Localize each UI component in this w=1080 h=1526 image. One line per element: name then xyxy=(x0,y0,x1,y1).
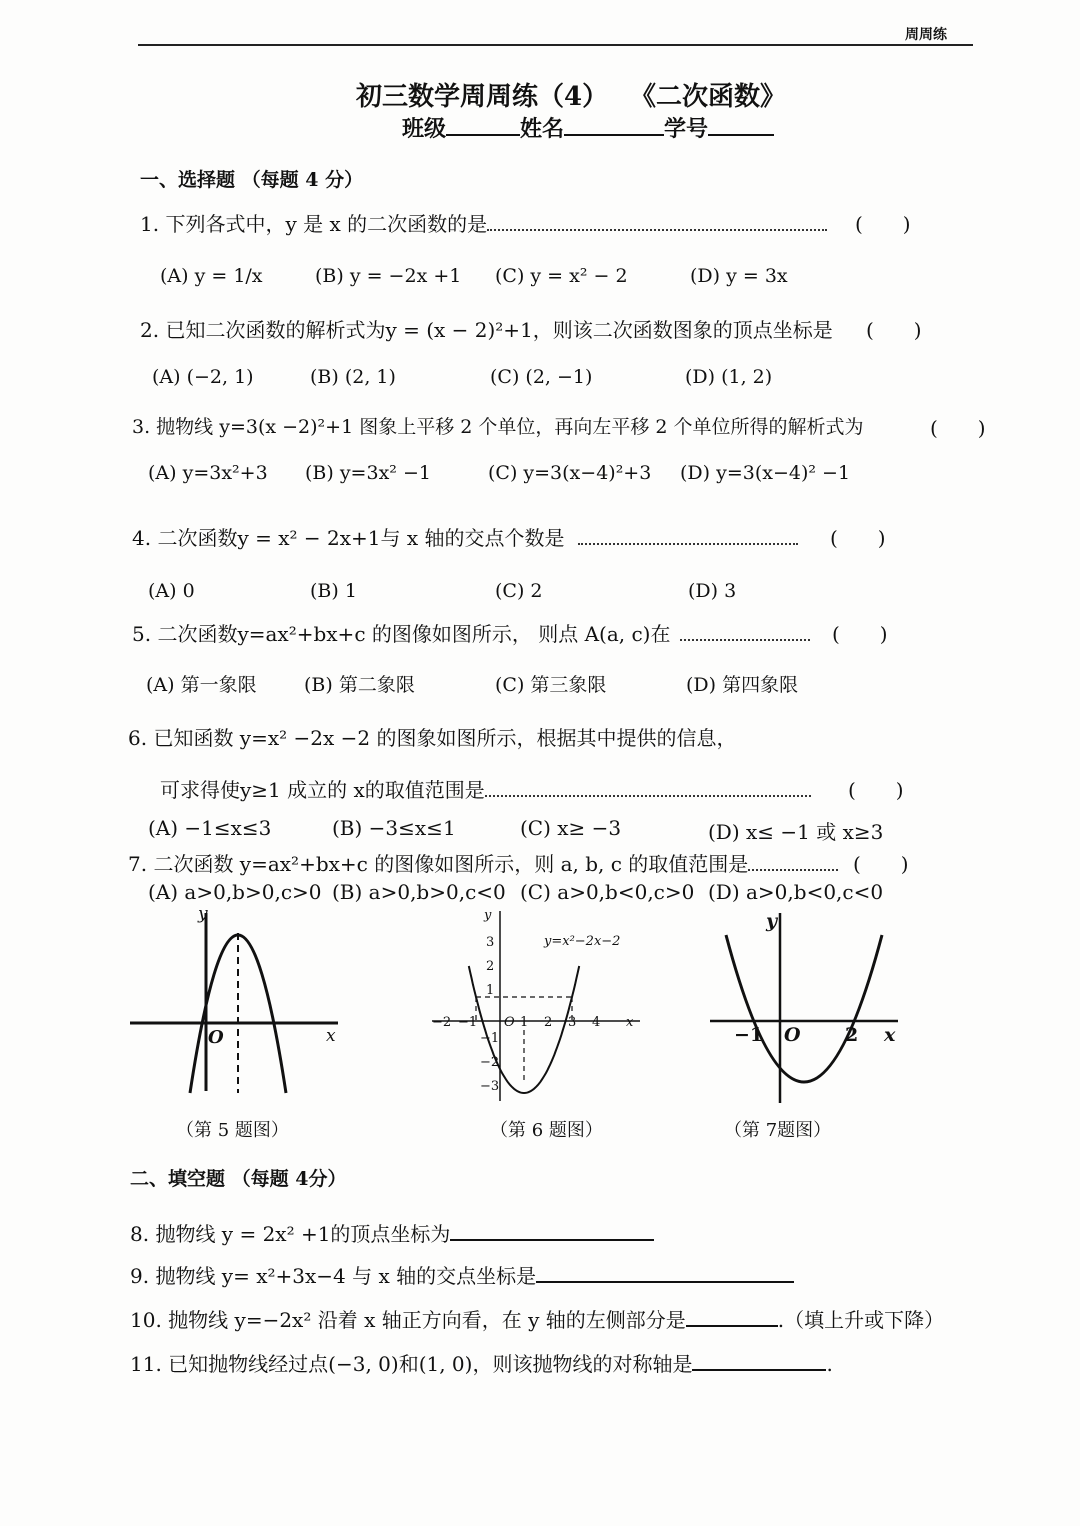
question-5-option-b: (B) 第二象限 xyxy=(304,674,415,696)
info-line xyxy=(402,112,774,143)
question-7-option-b: (B) a>0,b>0,c<0 xyxy=(332,880,506,904)
question-4-stem: 4. 二次函数y = x² − 2x+1与 x 轴的交点个数是 xyxy=(132,526,565,550)
question-5-option-c: (C) 第三象限 xyxy=(495,674,607,696)
question-1-option-c: (C) y = x² − 2 xyxy=(495,265,628,287)
fill-item-10-text: 10. 抛物线 y=−2x² 沿着 x 轴正方向看，在 y 轴的左侧部分是 xyxy=(130,1308,686,1332)
fig6-ytick-m1: −1 xyxy=(480,1031,500,1046)
question-1 xyxy=(140,208,827,237)
question-7-stem: 7. 二次函数 y=ax²+bx+c 的图像如图所示，则 a, b, c 的取值范围是 xyxy=(128,852,749,876)
question-5 xyxy=(132,618,810,647)
fig7-parabola xyxy=(726,935,882,1082)
question-6-stem: 6. 已知函数 y=x² −2x −2 的图象如图所示，根据其中提供的信息， xyxy=(128,726,737,750)
question-1-option-d: (D) y = 3x xyxy=(690,265,788,287)
question-3-answer[interactable]: ( ) xyxy=(930,416,986,440)
page-title: 初三数学周周练（4） xyxy=(356,82,609,112)
fig5-caption: （第 5 题图） xyxy=(176,1120,289,1141)
title-topic: 《二次函数》 xyxy=(630,82,787,112)
class-label: 班级 xyxy=(402,116,447,142)
question-6-stem2: 可求得使y≥1 成立的 x的取值范围是 xyxy=(160,778,485,802)
question-6-option-a: (A) −1≤x≤3 xyxy=(148,816,272,840)
question-4-option-a: (A) 0 xyxy=(148,580,195,602)
section1-heading: 一、选择题 （每题 4 分） xyxy=(140,169,364,191)
fig7-origin-label: O xyxy=(784,1024,801,1046)
question-4-leader xyxy=(578,525,798,545)
fig6-y-label: y xyxy=(484,908,492,923)
fig6-xtick-m1: −1 xyxy=(458,1015,478,1030)
fill-item-9-text: 9. 抛物线 y= x²+3x−4 与 x 轴的交点坐标是 xyxy=(130,1264,537,1288)
name-blank[interactable] xyxy=(564,114,664,136)
question-7-leader xyxy=(748,851,838,871)
fill-item-9-blank[interactable] xyxy=(536,1261,794,1283)
question-6-option-b: (B) −3≤x≤1 xyxy=(332,816,456,840)
question-1-stem: 1. 下列各式中，y 是 x 的二次函数的是 xyxy=(140,212,488,236)
question-3-option-d: (D) y=3(x−4)² −1 xyxy=(680,462,851,484)
question-5-option-a: (A) 第一象限 xyxy=(146,674,257,696)
question-3-option-a: (A) y=3x²+3 xyxy=(148,462,268,484)
question-2-option-a: (A) (−2, 1) xyxy=(152,366,254,388)
fig7-caption: （第 7题图） xyxy=(724,1120,832,1141)
question-4-option-c: (C) 2 xyxy=(495,580,543,602)
question-7 xyxy=(128,848,838,877)
question-7-option-c: (C) a>0,b<0,c>0 xyxy=(520,880,695,904)
question-7-option-d: (D) a>0,b<0,c<0 xyxy=(708,880,884,904)
question-2-stem: 2. 已知二次函数的解析式为y = (x − 2)²+1，则该二次函数图象的顶点坐标是 xyxy=(140,318,833,342)
fig6-ytick-m3: −3 xyxy=(480,1079,500,1094)
fill-item-11-suffix: . xyxy=(826,1352,833,1376)
question-4-option-b: (B) 1 xyxy=(310,580,357,602)
question-1-answer[interactable]: ( ) xyxy=(855,212,911,236)
question-1-leader xyxy=(487,211,827,231)
question-4-answer[interactable]: ( ) xyxy=(830,526,886,550)
fig6-xtick-m2: −2 xyxy=(432,1015,452,1030)
question-6-option-d: (D) x≤ −1 或 x≥3 xyxy=(708,820,884,844)
fig7-root-right: 2 xyxy=(845,1024,859,1046)
fig6-ytick-3: 3 xyxy=(486,935,495,950)
fig6-origin-label: O xyxy=(504,1015,515,1030)
fig6-ytick-1: 1 xyxy=(486,983,495,998)
fig5-y-label: y xyxy=(198,905,208,924)
question-5-stem: 5. 二次函数y=ax²+bx+c 的图像如图所示， 则点 A(a, c)在 xyxy=(132,622,671,646)
header-rule xyxy=(138,44,973,46)
fill-item-8-text: 8. 抛物线 y = 2x² +1的顶点坐标为 xyxy=(130,1222,451,1246)
question-2-option-c: (C) (2, −1) xyxy=(490,366,593,388)
fig6-xtick-2: 2 xyxy=(544,1015,553,1030)
fill-item-10-blank[interactable] xyxy=(686,1305,778,1327)
question-3-option-c: (C) y=3(x−4)²+3 xyxy=(488,462,652,484)
question-5-leader xyxy=(680,621,810,641)
id-label: 学号 xyxy=(664,116,709,142)
question-3-option-b: (B) y=3x² −1 xyxy=(305,462,431,484)
question-6-leader xyxy=(485,777,811,797)
question-5-option-d: (D) 第四象限 xyxy=(686,674,799,696)
question-2-option-b: (B) (2, 1) xyxy=(310,366,396,388)
question-6-option-c: (C) x≥ −3 xyxy=(520,816,622,840)
fig6-xtick-3: 3 xyxy=(568,1015,577,1030)
corner-note: 周周练 xyxy=(905,27,947,43)
fig7-x-label: x xyxy=(884,1024,896,1046)
fig6-xtick-1: 1 xyxy=(520,1015,529,1030)
question-3-stem: 3. 抛物线 y=3(x −2)²+1 图象上平移 2 个单位，再向左平移 2 个单位所得的解析式为 xyxy=(132,416,864,438)
name-label: 姓名 xyxy=(520,116,565,142)
question-7-option-a: (A) a>0,b>0,c>0 xyxy=(148,880,322,904)
fill-item-11-text: 11. 已知抛物线经过点(−3, 0)和(1, 0)，则该抛物线的对称轴是 xyxy=(130,1352,693,1376)
question-2-option-d: (D) (1, 2) xyxy=(685,366,773,388)
fill-item-10-suffix: .（填上升或下降） xyxy=(777,1308,945,1332)
fig6-ytick-m2: −2 xyxy=(480,1055,500,1070)
fig6-ytick-2: 2 xyxy=(486,959,495,974)
fig6-caption: （第 6 题图） xyxy=(490,1120,603,1141)
fig6-xtick-4: 4 xyxy=(592,1015,601,1030)
fill-item-10 xyxy=(130,1304,944,1333)
question-6-line2 xyxy=(160,774,811,803)
question-4-option-d: (D) 3 xyxy=(688,580,737,602)
question-5-answer[interactable]: ( ) xyxy=(832,622,888,646)
question-7-answer[interactable]: ( ) xyxy=(853,852,909,876)
fill-item-8-blank[interactable] xyxy=(450,1219,654,1241)
question-4 xyxy=(132,522,798,551)
fig6-function-label: y=x²−2x−2 xyxy=(544,934,621,949)
fig5-x-label: x xyxy=(326,1026,336,1046)
question-1-option-b: (B) y = −2x +1 xyxy=(315,265,462,287)
fig6-x-label: x xyxy=(626,1015,634,1030)
fill-item-8 xyxy=(130,1218,654,1247)
question-1-option-a: (A) y = 1/x xyxy=(160,265,263,287)
figure-5 xyxy=(128,905,348,1095)
question-2-answer[interactable]: ( ) xyxy=(866,318,922,342)
class-blank[interactable] xyxy=(446,114,520,136)
fig5-origin-label: O xyxy=(208,1027,224,1048)
fig7-root-left: −1 xyxy=(734,1024,764,1046)
figure-7 xyxy=(708,905,908,1105)
fill-item-11 xyxy=(130,1348,833,1377)
id-blank[interactable] xyxy=(708,114,774,136)
fig7-y-label: y xyxy=(766,910,778,932)
fill-item-11-blank[interactable] xyxy=(692,1349,826,1371)
question-6-answer[interactable]: ( ) xyxy=(848,778,904,802)
figure-6 xyxy=(430,905,650,1105)
section2-heading: 二、填空题 （每题 4分） xyxy=(130,1168,347,1190)
fill-item-9 xyxy=(130,1260,794,1289)
